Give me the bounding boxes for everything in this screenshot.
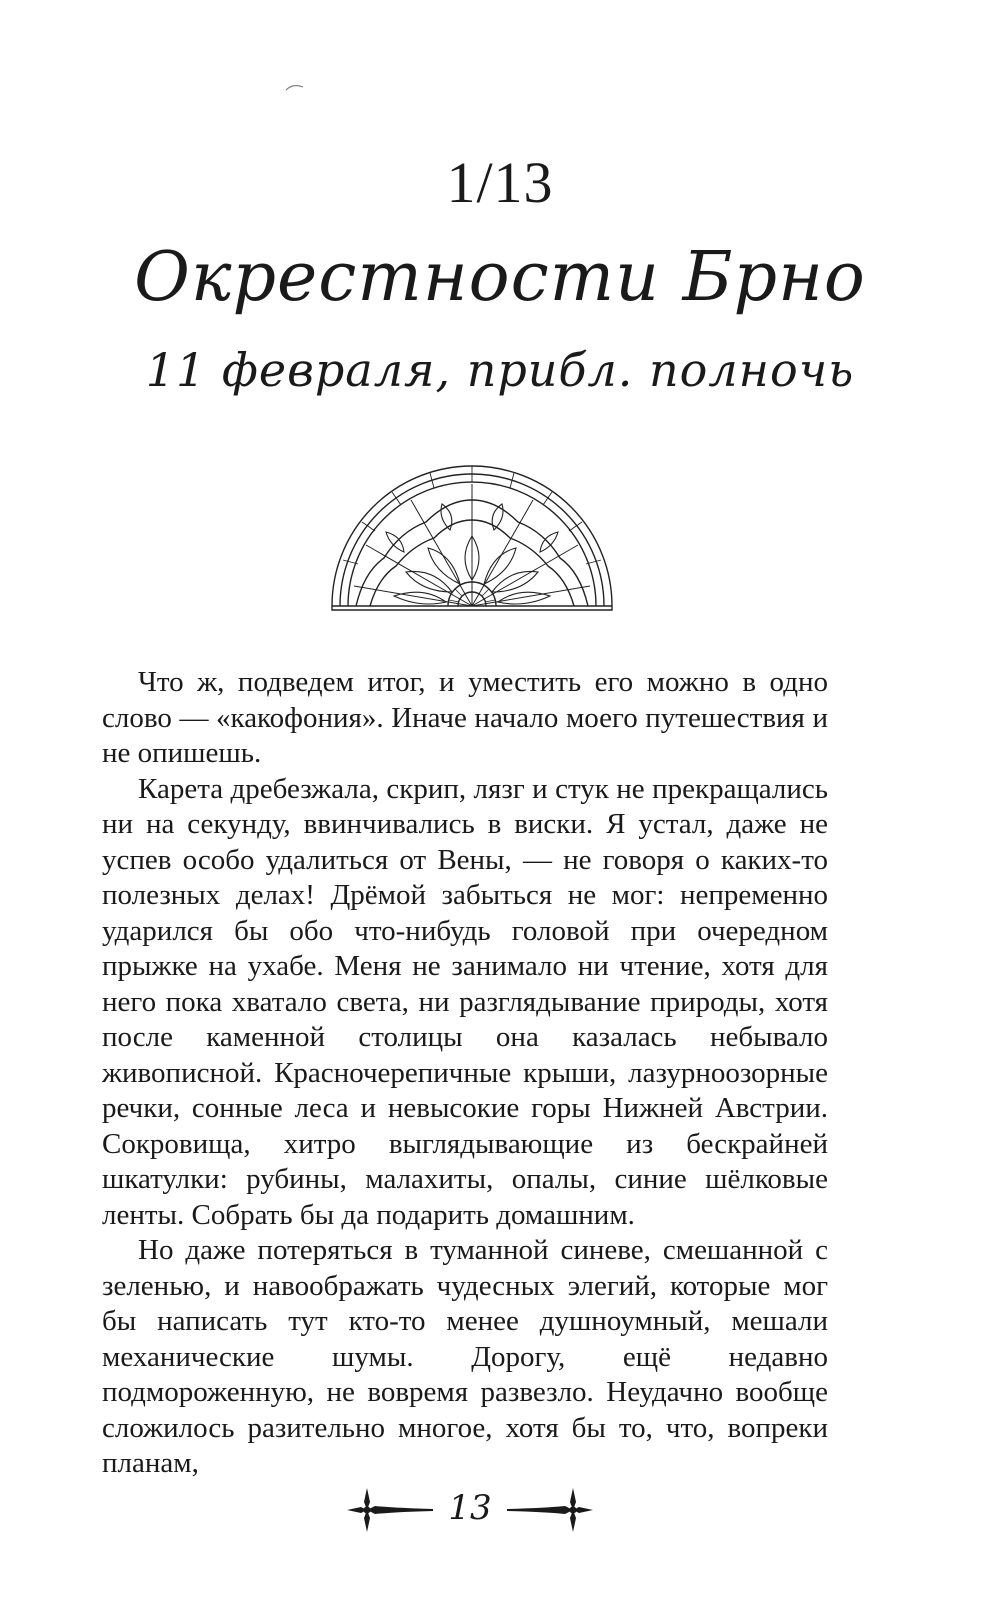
stained-glass-window-icon <box>330 460 614 612</box>
chapter-place-title: Окрестности Брно <box>134 238 866 317</box>
body-text <box>102 665 828 1482</box>
corner-mark-icon <box>285 82 305 92</box>
paragraph: Карета дребезжала, скрип, лязг и стук не прекращались ни на секунду, ввинчивались в виски. Я устал, даже не успев особо удалиться от Вены, — не говоря о каких-то полезных делах! Дрёмой забыться не мог: непременно ударился бы обо что-нибудь головой при очередном прыжке на ухабе. Меня не занимало ни чтение, хотя для него пока хватало света, ни разглядывание природы, хотя после каменной столицы она казалась небывало живописной. Красночерепичные крыши, лазурноозорные речки, сонные леса и невысокие горы Нижней Австрии. Сокровища, хитро выглядывающие из бескрайней шкатулки: рубины, малахиты, опалы, синие шёлковые ленты. Собрать бы да подарить домашним. <box>102 772 828 1231</box>
paragraph: Но даже потеряться в туманной синеве, смешанной с зеленью, и навоображать чудесных элегий, которые мог бы написать тут кто-то менее душноумный, мешали механические шумы. Дорогу, ещё недавно подмороженную, не вовремя развезло. Неудачно вообще сложилось разительно многое, хотя бы то, что, вопреки планам, <box>102 1234 828 1479</box>
page-number: 13 <box>448 1488 492 1528</box>
chapter-number: 1/13 <box>446 150 554 215</box>
cross-ornament-right-icon <box>505 1480 595 1540</box>
page-footer <box>0 1480 1000 1540</box>
paragraph: Что ж, подведем итог, и уместить его можно в одно слово — «какофония». Иначе начало моего путешествия и не опишешь. <box>102 666 828 769</box>
chapter-date-subtitle: 11 февраля, прибл. полночь <box>145 343 855 397</box>
cross-ornament-left-icon <box>345 1480 435 1540</box>
